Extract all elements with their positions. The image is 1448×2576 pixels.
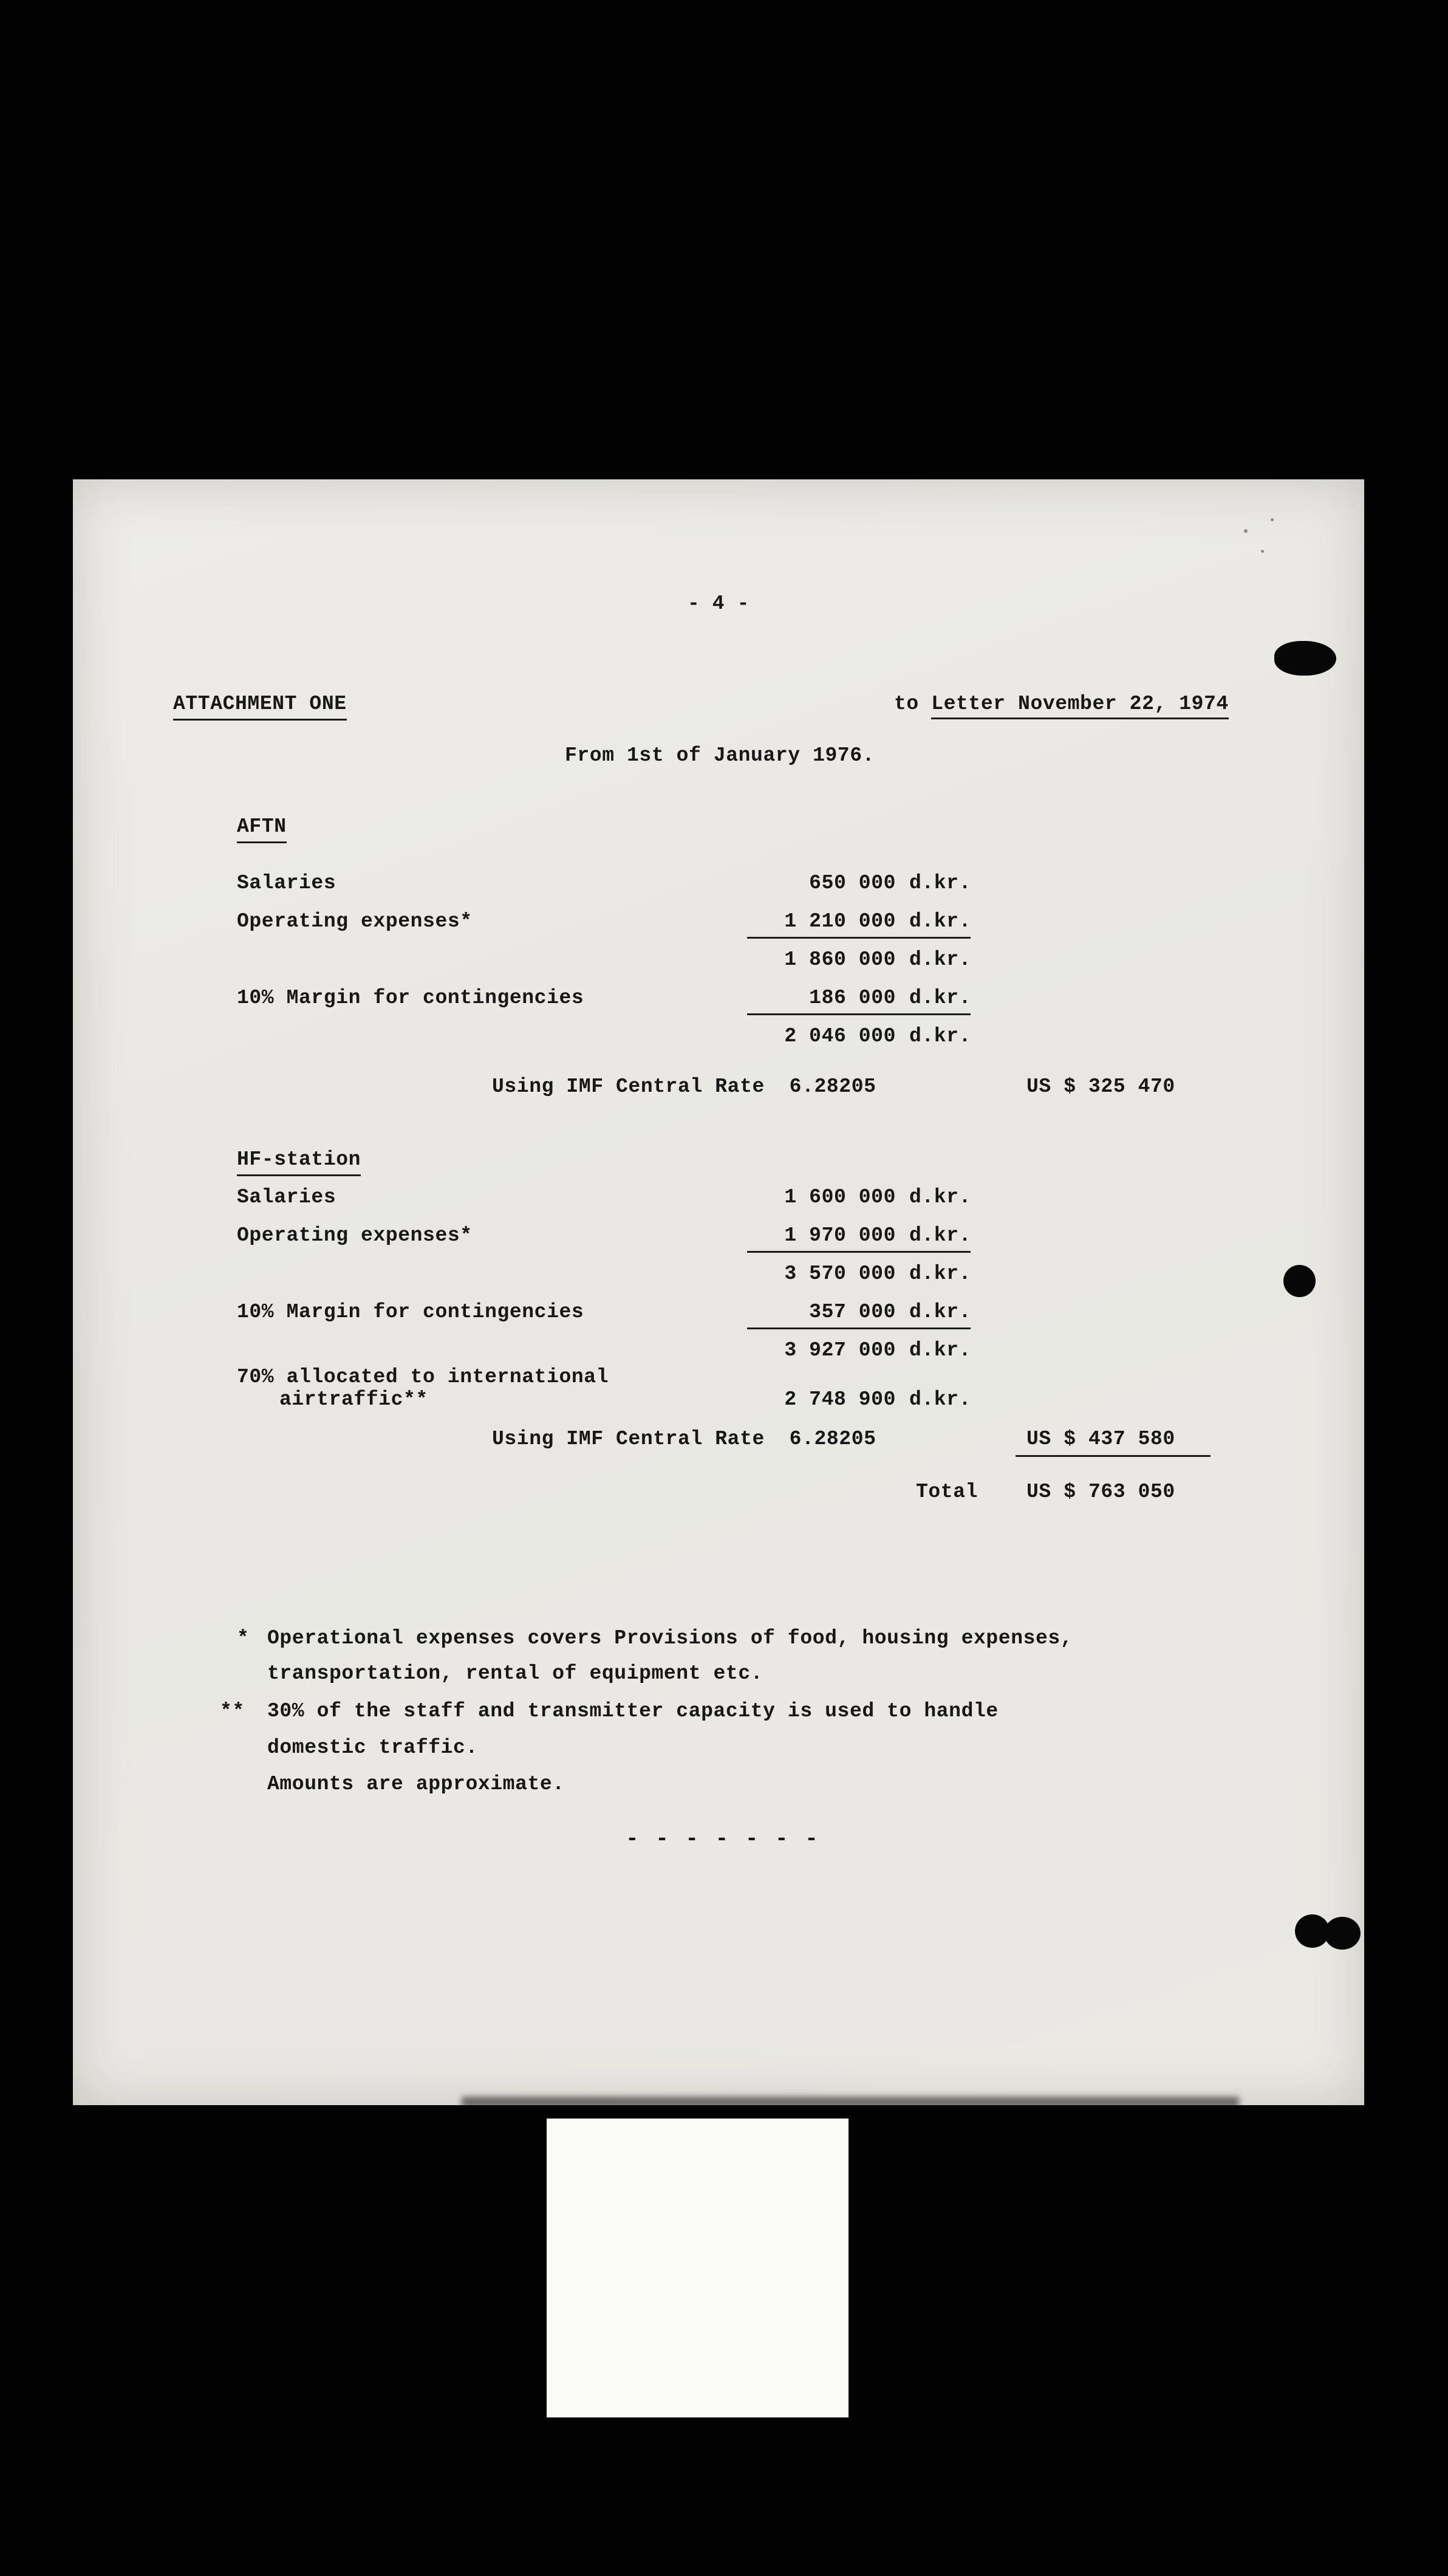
- table-row-total: [237, 1024, 1318, 1053]
- allocation-label-line2: airtraffic**: [279, 1388, 428, 1411]
- aftn-section-title: AFTN: [237, 815, 287, 843]
- row-amount: 2 046 000: [784, 1025, 896, 1047]
- table-row: [237, 909, 1318, 939]
- row-value-group: [747, 909, 971, 939]
- conversion-row: [237, 1075, 1318, 1104]
- footnote-marker: *: [237, 1627, 250, 1649]
- row-currency-unit: d.kr.: [909, 1339, 972, 1362]
- row-currency-unit: d.kr.: [909, 1186, 972, 1208]
- row-amount: 1 860 000: [784, 948, 896, 971]
- table-row: [237, 871, 1318, 900]
- row-label: Salaries: [237, 872, 336, 894]
- row-label: 10% Margin for contingencies: [237, 1301, 584, 1323]
- row-currency-unit: d.kr.: [909, 910, 972, 933]
- grand-total-row: [237, 1480, 1318, 1509]
- page-number: - 4 -: [687, 592, 750, 615]
- footnote-line: [237, 1736, 1318, 1764]
- row-value-group: [747, 871, 971, 896]
- row-label: Salaries: [237, 1186, 336, 1208]
- row-value-group: [747, 1185, 971, 1210]
- row-value-group: [747, 1262, 971, 1286]
- scan-ink-blob: [1274, 641, 1336, 676]
- row-amount: 3 570 000: [784, 1262, 896, 1285]
- row-value-group: [747, 948, 971, 972]
- usd-amount: US $ 437 580: [1016, 1427, 1211, 1457]
- dashed-divider: - - - - - - -: [626, 1826, 820, 1851]
- row-amount: 1 210 000: [784, 910, 896, 933]
- footnote-text: Operational expenses covers Provisions of food, housing expenses,: [267, 1627, 1073, 1649]
- row-currency-unit: d.kr.: [909, 1388, 972, 1411]
- footnote-line: [237, 1772, 1318, 1800]
- table-row: [237, 986, 1318, 1015]
- row-amount: 650 000: [809, 872, 896, 894]
- scan-ink-blob: [1324, 1917, 1361, 1950]
- row-amount: 1 600 000: [784, 1186, 896, 1208]
- table-row: [237, 1300, 1318, 1329]
- row-currency-unit: d.kr.: [909, 1025, 972, 1047]
- footnote-text: domestic traffic.: [267, 1736, 478, 1759]
- table-row: [237, 1224, 1318, 1253]
- letter-reference-prefix: to: [894, 693, 932, 715]
- usd-amount: US $ 325 470: [1026, 1075, 1175, 1098]
- footnote-text: transportation, rental of equipment etc.: [267, 1662, 763, 1685]
- row-amount: 357 000: [809, 1301, 896, 1323]
- scan-white-patch: [547, 2119, 849, 2417]
- row-currency-unit: d.kr.: [909, 987, 972, 1009]
- scan-speckle: [1244, 529, 1248, 533]
- letter-reference-link-text: Letter November 22, 1974: [931, 693, 1229, 719]
- total-label: Total: [916, 1481, 978, 1503]
- row-amount: 186 000: [809, 987, 896, 1009]
- imf-rate-label: Using IMF Central Rate 6.28205: [492, 1075, 876, 1098]
- attachment-title: ATTACHMENT ONE: [173, 692, 347, 721]
- document-page: [73, 479, 1364, 2105]
- row-amount: 2 748 900: [784, 1388, 896, 1411]
- row-value-group: [747, 1224, 971, 1253]
- letter-reference: [894, 692, 1229, 716]
- table-row-subtotal: [237, 1262, 1318, 1291]
- row-label: Operating expenses*: [237, 1224, 473, 1247]
- table-row-subtotal: [237, 948, 1318, 977]
- scan-edge-shadow: [462, 2097, 1239, 2108]
- conversion-row: [237, 1427, 1318, 1456]
- footnote-line: [237, 1626, 1318, 1654]
- hf-section-title: HF-station: [237, 1148, 361, 1176]
- imf-rate-label: Using IMF Central Rate 6.28205: [492, 1428, 876, 1450]
- table-row-total: [237, 1338, 1318, 1368]
- total-usd-amount: US $ 763 050: [1026, 1481, 1175, 1503]
- footnote-text: 30% of the staff and transmitter capacity is used to handle: [267, 1700, 999, 1722]
- row-value-group: [747, 1338, 971, 1363]
- scan-ink-blob-pair: [1295, 1913, 1365, 1951]
- footnote-text: Amounts are approximate.: [267, 1773, 565, 1795]
- footnote-line: [237, 1662, 1318, 1690]
- effective-date-line: From 1st of January 1976.: [565, 744, 875, 767]
- allocation-label-line1: 70% allocated to international: [237, 1366, 609, 1388]
- row-label: Operating expenses*: [237, 910, 473, 933]
- scan-speckle: [1261, 550, 1264, 553]
- row-currency-unit: d.kr.: [909, 1262, 972, 1285]
- footnote-marker: **: [220, 1700, 245, 1722]
- row-amount: 1 970 000: [784, 1224, 896, 1247]
- scan-speckle: [1271, 518, 1274, 521]
- row-currency-unit: d.kr.: [909, 1301, 972, 1323]
- row-currency-unit: d.kr.: [909, 1224, 972, 1247]
- row-label: 10% Margin for contingencies: [237, 987, 584, 1009]
- scan-ink-blob: [1283, 1265, 1316, 1297]
- row-value-group: [747, 1388, 971, 1412]
- allocation-row-line2: [237, 1388, 1318, 1417]
- row-currency-unit: d.kr.: [909, 948, 972, 971]
- footnote-line: [220, 1699, 1318, 1727]
- row-value-group: [747, 1300, 971, 1329]
- row-value-group: [747, 986, 971, 1015]
- row-currency-unit: d.kr.: [909, 872, 972, 894]
- row-amount: 3 927 000: [784, 1339, 896, 1362]
- row-value-group: [747, 1024, 971, 1049]
- table-row: [237, 1185, 1318, 1214]
